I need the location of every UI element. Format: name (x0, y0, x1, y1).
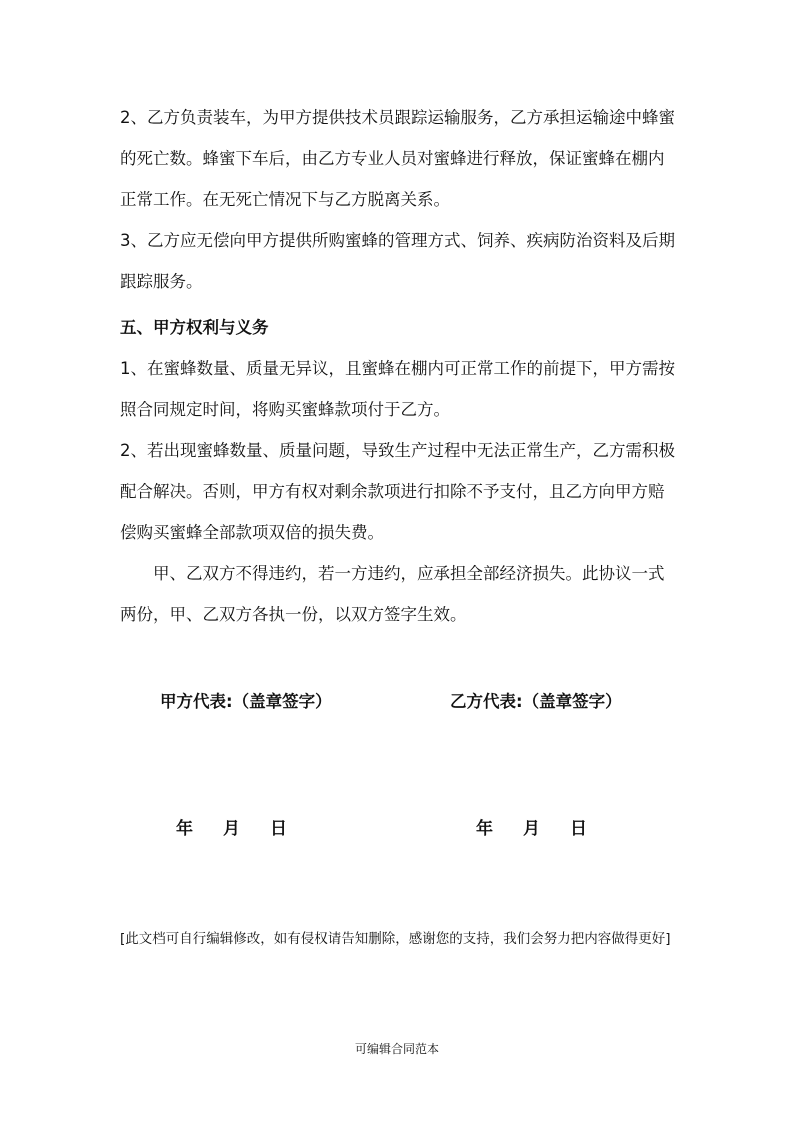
party-a-date (176, 814, 287, 839)
clause-5-2: 2、若出现蜜蜂数量、质量问题，导致生产过程中无法正常生产，乙方需积极配合解决。否则，甲方有权对剩余款项进行扣除不予支付，且乙方向甲方赔偿购买蜜蜂全部款项双倍的损失费。 (120, 441, 675, 542)
year-label: 年 (176, 819, 193, 839)
party-b-signature-label: 乙方代表:（盖章签字） (450, 692, 622, 711)
clause-4-2: 2、乙方负责装车，为甲方提供技术员跟踪运输服务，乙方承担运输途中蜂蜜的死亡数。蜂蜜下车后，由乙方专业人员对蜜蜂进行释放，保证蜜蜂在棚内正常工作。在无死亡情况下与乙方脱离关系。 (120, 108, 675, 209)
month-label: 月 (223, 819, 240, 839)
clause-4-3: 3、乙方应无偿向甲方提供所购蜜蜂的管理方式、饲养、疾病防治资料及后期跟踪服务。 (120, 231, 675, 291)
day-label: 日 (570, 819, 587, 839)
day-label: 日 (270, 819, 287, 839)
party-b-date (476, 814, 587, 839)
section-5-heading: 五、甲方权利与义务 (120, 318, 269, 337)
closing-paragraph: 甲、乙双方不得违约，若一方违约，应承担全部经济损失。此协议一式两份，甲、乙双方各执一份，以双方签字生效。 (120, 564, 665, 624)
clause-5-1: 1、在蜜蜂数量、质量无异议，且蜜蜂在棚内可正常工作的前提下，甲方需按照合同规定时间，将购买蜜蜂款项付于乙方。 (120, 359, 675, 419)
editable-notice: [此文档可自行编辑修改，如有侵权请告知删除，感谢您的支持，我们会努力把内容做得更好] (120, 931, 671, 947)
year-label: 年 (476, 819, 493, 839)
section-5 (120, 307, 680, 635)
party-a-signature-label: 甲方代表:（盖章签字） (160, 692, 332, 711)
section-4-continued (120, 97, 680, 302)
month-label: 月 (523, 819, 540, 839)
page-footer: 可编辑合同范本 (354, 1042, 439, 1056)
